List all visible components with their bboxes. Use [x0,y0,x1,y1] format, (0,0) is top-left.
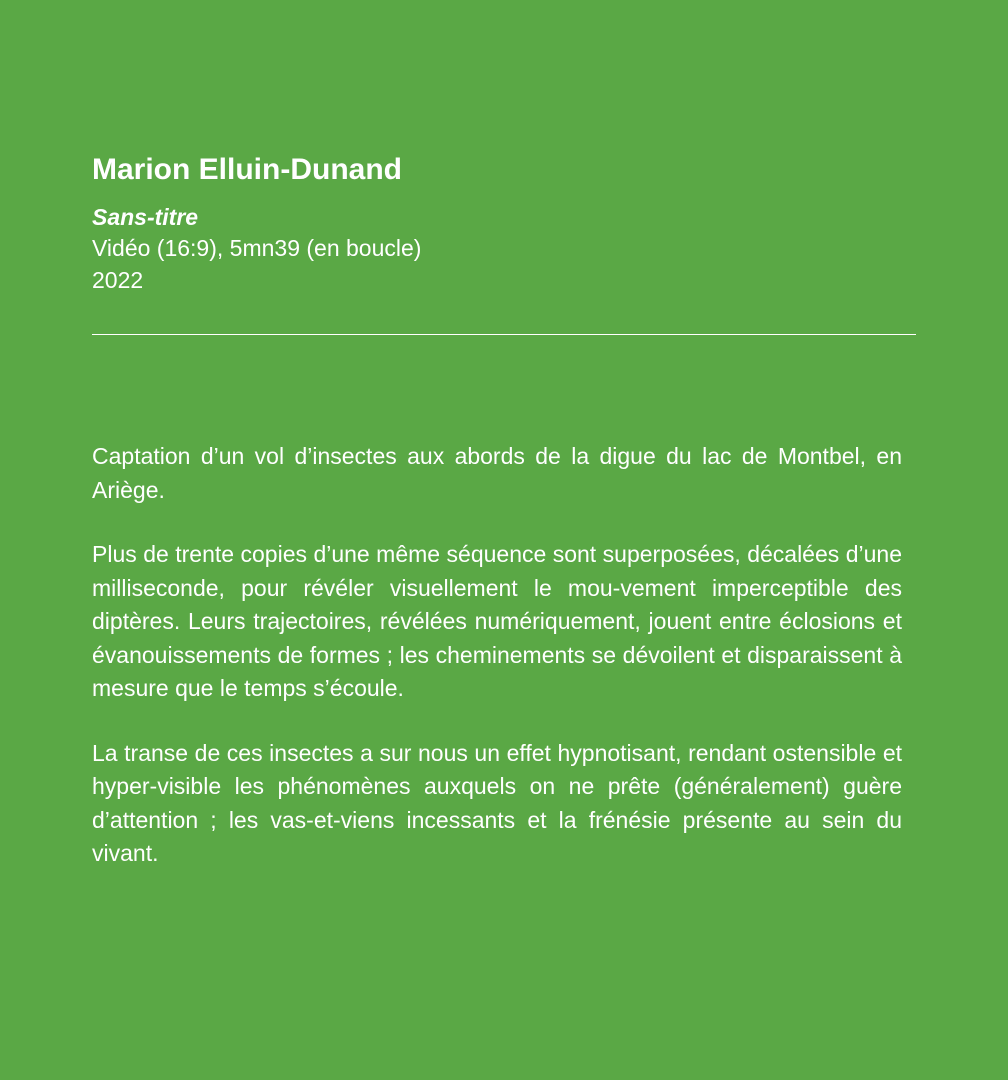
description-paragraph-1: Captation d’un vol d’insectes aux abords de la digue du lac de Montbel, en Ariège. [92,443,902,503]
artist-name: Marion Elluin-Dunand [92,153,402,186]
description-paragraph-2: Plus de trente copies d’une même séquence sont superposées, décalées d’une milliseconde, pour révéler visuellement le mou-vement imperceptible des diptères. Leurs trajectoires, révélées numériquement, jouent entre éclosions et évanouissements de formes ; les cheminements se dévoilent et disparaissent à mesure que le temps s’écoule. [92,541,902,701]
artwork-description [92,440,902,902]
artwork-year: 2022 [92,267,144,293]
artwork-medium: Vidéo (16:9), 5mn39 (en boucle) [92,235,422,261]
artwork-label-header [92,152,916,335]
artwork-title: Sans-titre [92,204,199,230]
description-paragraph-3: La transe de ces insectes a sur nous un effet hypnotisant, rendant ostensible et hyper-visible les phénomènes auxquels on ne prête (généralement) guère d’attention ; les vas-et-viens incessants et la frénésie présente au sein du vivant. [92,739,902,866]
divider-line [92,334,916,335]
